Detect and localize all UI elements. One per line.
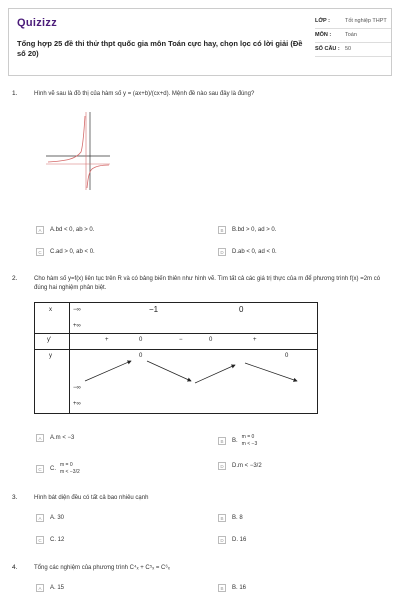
q4-option-a[interactable]: A A. 15 — [36, 584, 64, 592]
x-val-neg-one: −1 — [149, 305, 159, 314]
q1-option-a[interactable]: A A.bd < 0, ab > 0. — [36, 226, 94, 234]
q3-option-c[interactable]: C C. 12 — [36, 536, 64, 544]
table-x-label: x — [49, 307, 52, 313]
variation-arrows — [35, 303, 319, 415]
question-text: Cho hàm số y=f(x) liên tục trên R và có bảng biến thiên như hình vẽ. Tìm tất cả các giá trị thực của m để phương trình f(x) =2m có đúng hai nghiệm phân biệt. — [34, 276, 381, 291]
x-val-pos-inf: +∞ — [73, 323, 81, 329]
question-text: Hình vẽ sau là đồ thị của hàm số y = (ax+b)/(cx+d). Mệnh đề nào sau đây là đúng? — [34, 91, 255, 97]
question-number: 1. — [12, 90, 18, 97]
q1-option-d[interactable]: D D.ab < 0, ad < 0. — [218, 248, 277, 256]
q3-option-a[interactable]: A A. 30 — [36, 514, 64, 522]
worksheet-meta — [315, 15, 391, 57]
y-bottom-2: +∞ — [73, 401, 81, 407]
sign-4: 0 — [209, 337, 213, 343]
table-y-label: y — [49, 353, 52, 359]
x-val-zero: 0 — [239, 305, 244, 314]
question-number: 2. — [12, 275, 18, 282]
q2-option-b[interactable]: B B. m = 0 m < −3 — [218, 434, 257, 448]
worksheet-title: Tổng hợp 25 đề thi thử thpt quốc gia môn Toán cực hay, chọn lọc có lời giải (Đề số 20) — [17, 39, 303, 58]
q1-option-b[interactable]: B B.bd > 0, ad > 0. — [218, 226, 276, 234]
sign-2: 0 — [139, 337, 143, 343]
q2-option-c[interactable]: C C. m = 0 m < −3/2 — [36, 462, 80, 476]
x-val-neg-inf: −∞ — [73, 307, 81, 313]
meta-question-count: SỐ CÂU : 50 — [315, 43, 391, 57]
q3-option-b[interactable]: B B. 8 — [218, 514, 243, 522]
sign-5: + — [253, 337, 257, 343]
table-yprime-label: y' — [47, 337, 52, 343]
worksheet-header — [8, 8, 392, 76]
question-number: 4. — [12, 564, 18, 571]
q1-option-c[interactable]: C C.ad > 0, ab < 0. — [36, 248, 95, 256]
y-top-2: 0 — [285, 353, 289, 359]
quizizz-logo: Quizizz — [17, 17, 57, 29]
question-number: 3. — [12, 494, 18, 501]
y-top-1: 0 — [139, 353, 143, 359]
question-text: Tổng các nghiệm của phương trình C⁴ₓ + C⁵ₓ = C⁶ₓ — [34, 565, 170, 571]
q2-option-d[interactable]: D D.m < −3/2 — [218, 462, 262, 470]
q2-option-a[interactable]: A A.m < −3 — [36, 434, 74, 442]
sign-3: − — [179, 337, 183, 343]
y-bottom-1: −∞ — [73, 385, 81, 391]
q3-option-d[interactable]: D D. 16 — [218, 536, 246, 544]
sign-1: + — [105, 337, 109, 343]
q4-option-b[interactable]: B B. 16 — [218, 584, 246, 592]
graph-branch-left — [48, 116, 85, 162]
function-graph — [46, 112, 110, 190]
variation-table — [34, 302, 318, 414]
meta-grade: LỚP : Tốt nghiệp THPT — [315, 15, 391, 29]
meta-subject: MÔN : Toán — [315, 29, 391, 43]
question-text: Hình bát diện đều có tất cả bao nhiêu cạnh — [34, 495, 149, 501]
